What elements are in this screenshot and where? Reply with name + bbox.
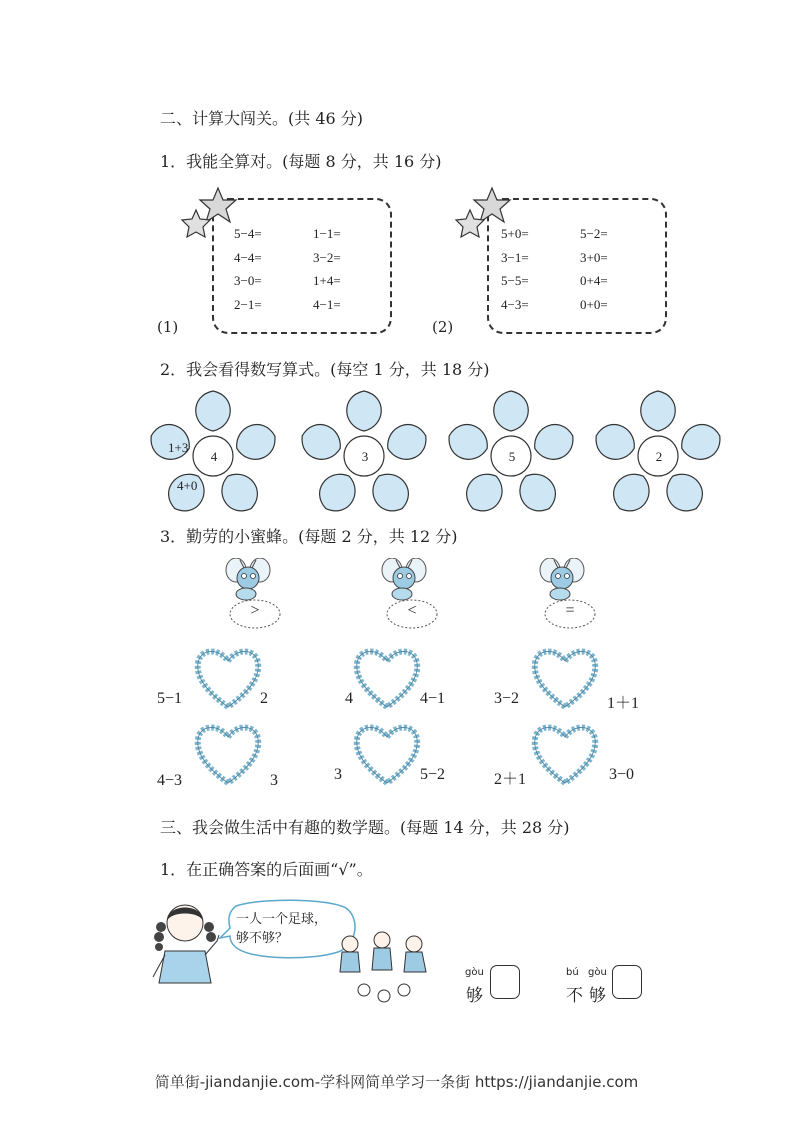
compare-left: 2＋1 bbox=[494, 771, 527, 788]
girl-illustration bbox=[145, 893, 225, 988]
option2-pinyin-1: bú bbox=[566, 967, 579, 978]
heart-1 bbox=[198, 651, 259, 707]
flower-center-2: 3 bbox=[361, 449, 369, 464]
calc-col-1-right bbox=[313, 222, 341, 316]
equation: 5−2= bbox=[580, 226, 608, 241]
flower-center-1: 4 bbox=[210, 449, 218, 464]
section2-title: 二、计算大闯关。(共 46 分) bbox=[160, 109, 364, 128]
equation: 5+0= bbox=[501, 226, 529, 241]
compare-right: 4−1 bbox=[420, 690, 446, 707]
q3-title: 3．勤劳的小蜜蜂。(每题 2 分，共 12 分) bbox=[160, 527, 458, 546]
compare-right: 3 bbox=[270, 772, 278, 789]
s3-q1-title: 1．在正确答案的后面画“√”。 bbox=[160, 860, 373, 879]
flower-row bbox=[0, 385, 793, 520]
bubble-line-2: 够不够？ bbox=[236, 931, 289, 946]
bee-row bbox=[0, 558, 793, 633]
calc-col-1-left bbox=[234, 222, 262, 316]
heart-2 bbox=[357, 651, 418, 707]
equation: 3+0= bbox=[580, 249, 608, 265]
compare-left: 3 bbox=[334, 766, 342, 783]
compare-right: 5−2 bbox=[420, 766, 446, 783]
compare-right: 2 bbox=[260, 690, 268, 707]
flower-center-4: 2 bbox=[655, 449, 663, 464]
kids-football-illustration bbox=[330, 930, 440, 1005]
heart-grid bbox=[0, 645, 793, 790]
heart-4 bbox=[198, 727, 259, 783]
equation: 1+4= bbox=[313, 273, 341, 288]
option2-text-2: 够 bbox=[589, 986, 606, 1006]
equation: 5−5= bbox=[501, 273, 529, 288]
bee-sign-greater: > bbox=[250, 602, 260, 619]
q1-title: 1．我能全算对。(每题 8 分，共 16 分) bbox=[160, 152, 442, 171]
compare-right: 3−0 bbox=[609, 766, 635, 783]
option1-pinyin: gòu bbox=[465, 967, 484, 978]
bubble-line-1: 一人一个足球， bbox=[236, 912, 328, 927]
flower-center-3: 5 bbox=[508, 449, 516, 464]
star-icon bbox=[176, 186, 240, 248]
page-footer: 简单街-jiandanjie.com-学科网简单学习一条街 https://jiandanjie.com bbox=[154, 1073, 639, 1091]
bee-sign-less: < bbox=[407, 602, 417, 619]
part-label-1: (1) bbox=[157, 318, 179, 336]
equation: 0+0= bbox=[580, 296, 608, 312]
compare-right: 1＋1 bbox=[607, 695, 640, 712]
compare-left: 3−2 bbox=[494, 690, 520, 707]
equation: 2−1= bbox=[234, 296, 262, 312]
equation: 3−0= bbox=[234, 273, 262, 288]
bee-sign-equal: = bbox=[565, 602, 575, 619]
equation: 4−1= bbox=[313, 296, 341, 312]
flower-petal-expr: 4+0 bbox=[177, 478, 198, 493]
equation: 4−4= bbox=[234, 249, 262, 265]
equation: 3−2= bbox=[313, 249, 341, 265]
heart-5 bbox=[357, 727, 418, 783]
section3-title: 三、我会做生活中有趣的数学题。(每题 14 分，共 28 分) bbox=[160, 818, 570, 837]
heart-3 bbox=[535, 651, 596, 707]
compare-left: 4−3 bbox=[157, 772, 183, 789]
calc-col-2-right bbox=[580, 222, 608, 316]
option1-text: 够 bbox=[466, 986, 483, 1006]
equation: 5−4= bbox=[234, 226, 262, 241]
q2-title: 2．我会看得数写算式。(每空 1 分，共 18 分) bbox=[160, 360, 490, 379]
option2-text-1: 不 bbox=[566, 986, 583, 1006]
compare-left: 5−1 bbox=[157, 690, 183, 707]
equation: 0+4= bbox=[580, 273, 608, 288]
answer-box-enough[interactable] bbox=[490, 965, 520, 999]
option2-pinyin-2: gòu bbox=[588, 967, 607, 978]
calc-col-2-left bbox=[501, 222, 529, 316]
flower-petal-expr: 1+3 bbox=[168, 440, 189, 455]
bubble-text bbox=[236, 910, 327, 948]
part-label-2: (2) bbox=[432, 318, 454, 336]
equation: 1−1= bbox=[313, 226, 341, 241]
heart-6 bbox=[535, 727, 596, 783]
equation: 4−3= bbox=[501, 296, 529, 312]
compare-left: 4 bbox=[345, 690, 353, 707]
answer-box-not-enough[interactable] bbox=[612, 965, 642, 999]
equation: 3−1= bbox=[501, 249, 529, 265]
